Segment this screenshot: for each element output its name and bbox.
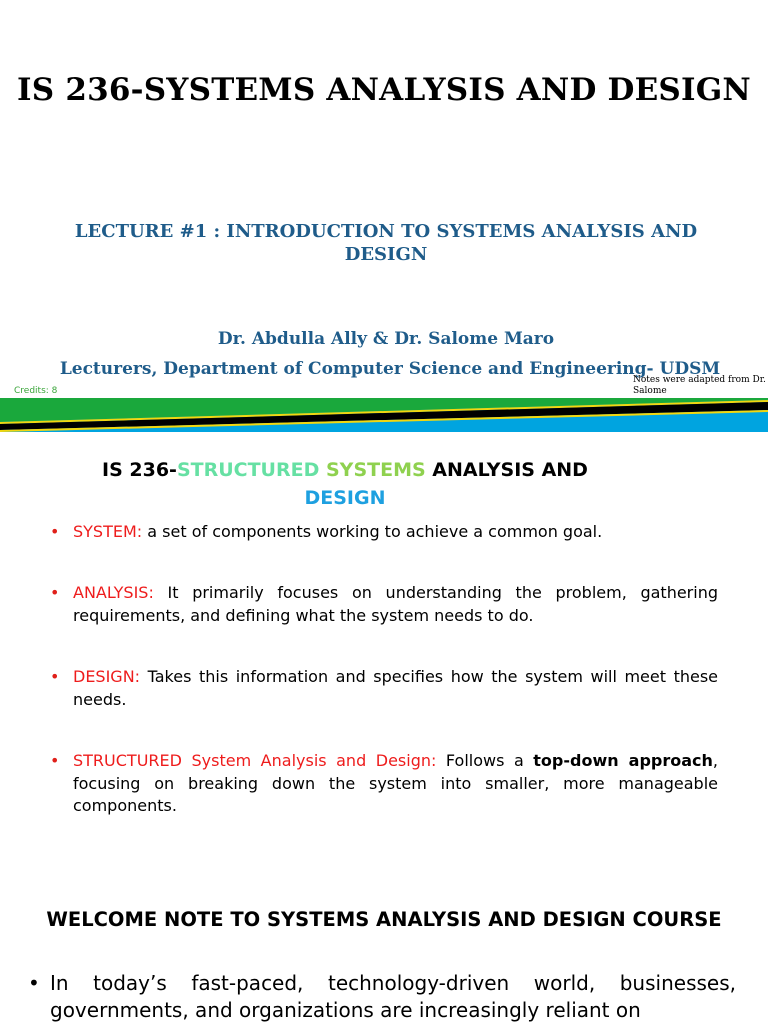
list-item xyxy=(50,582,718,627)
department: Lecturers, Department of Computer Science and Engineering- UDSM xyxy=(59,359,721,379)
definition-bold: top-down approach xyxy=(533,751,713,770)
bullet-icon: • xyxy=(50,522,60,541)
lecture-title: LECTURE #1 : INTRODUCTION TO SYSTEMS ANALYSIS AND DESIGN xyxy=(74,221,698,265)
definition-text: , focusing on breaking down the system into smaller, more manageable components. xyxy=(73,751,718,815)
term-system: SYSTEM: xyxy=(73,522,143,541)
list-item xyxy=(50,750,718,818)
definition-text: a set of components working to achieve a common goal. xyxy=(142,522,603,541)
title-design: DESIGN xyxy=(304,487,386,509)
welcome-paragraph xyxy=(28,970,736,1024)
term-design: DESIGN: xyxy=(73,667,141,686)
term-structured: STRUCTURED System Analysis and Design: xyxy=(73,751,437,770)
definition-text: Follows a xyxy=(436,751,534,770)
notes-label: Notes were adapted from Dr. Salome xyxy=(633,375,766,396)
authors: Dr. Abdulla Ally & Dr. Salome Maro xyxy=(217,329,555,349)
title-systems: SYSTEMS xyxy=(326,459,426,481)
bullet-icon: • xyxy=(50,751,60,770)
slide2-title xyxy=(40,456,650,512)
title-analysis: ANALYSIS AND xyxy=(432,459,588,481)
title-slide xyxy=(0,0,768,432)
bullet-icon: • xyxy=(28,971,40,995)
list-item xyxy=(50,521,718,544)
flag-banner xyxy=(0,398,768,432)
list-item xyxy=(50,666,718,711)
title-structured: STRUCTURED xyxy=(176,459,320,481)
welcome-text: In today’s fast-paced, technology-driven world, businesses, governments, and organizations are increasingly reliant on xyxy=(50,971,736,1022)
definition-text: Takes this information and specifies how the system will meet these needs. xyxy=(73,667,718,709)
credits-label: Credits: 8 xyxy=(14,386,58,396)
term-analysis: ANALYSIS: xyxy=(73,583,154,602)
bullet-icon: • xyxy=(50,583,60,602)
title-prefix: IS 236- xyxy=(102,459,177,481)
definition-text: It primarily focuses on understanding the problem, gathering requirements, and defining what the system needs to do. xyxy=(73,583,718,625)
course-title: IS 236-SYSTEMS ANALYSIS AND DESIGN xyxy=(17,72,751,108)
bullet-icon: • xyxy=(50,667,60,686)
welcome-title: WELCOME NOTE TO SYSTEMS ANALYSIS AND DESIGN COURSE xyxy=(46,908,722,931)
